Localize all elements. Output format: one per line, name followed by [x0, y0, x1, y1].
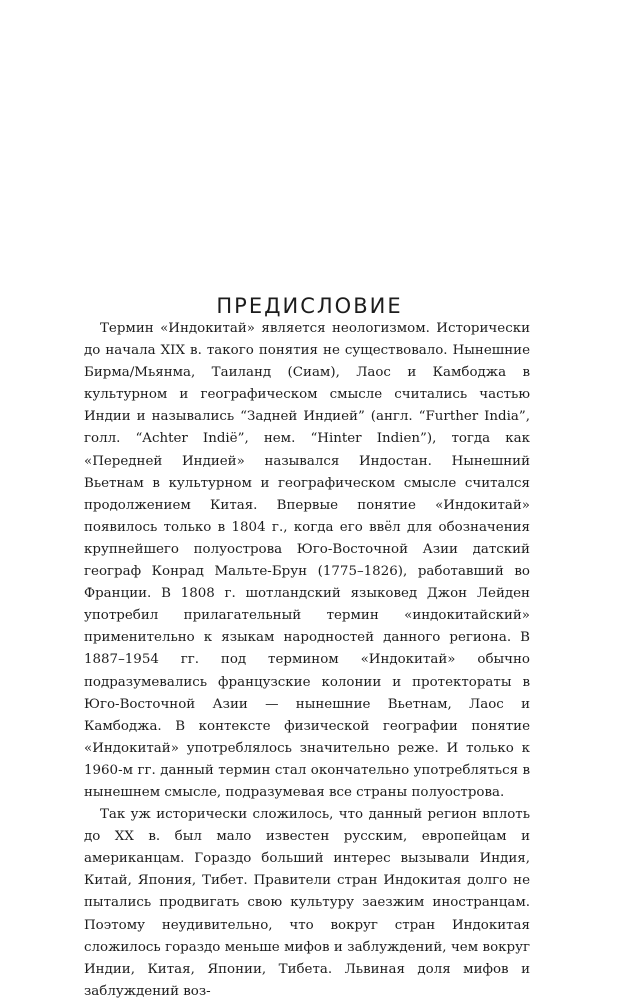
body-text — [84, 318, 530, 1003]
paragraph: Термин «Индокитай» является неологизмом. Исторически до начала XIX в. такого понятия не существовало. Нынешние Бирма/Мьянма, Таиланд (Сиам), Лаос и Камбоджа в культурном и географическом смысле считались частью Индии и назывались “Задней Индией” (англ. “Further India”, голл. “Achter Indië”, нем. “Hinter Indien”), тогда как «Передней Индией» назывался Индостан. Нынешний Вьетнам в культурном и географическом смысле считался продолжением Китая. Впервые понятие «Индокитай» появилось только в 1804 г., когда его ввёл для обозначения крупнейшего полуострова Юго-Восточной Азии датский географ Конрад Мальте-Брун (1775–1826), работавший во Франции. В 1808 г. шотландский языковед Джон Лейден употребил прилагательный термин «индокитайский» применительно к языкам народностей данного региона. В 1887–1954 гг. под термином «Индокитай» обычно подразумевались французские колонии и протектораты в Юго-Восточной Азии — нынешние Вьетнам, Лаос и Камбоджа. В контексте физической географии понятие «Индокитай» употреблялось значительно реже. И только к 1960-м гг. данный термин стал окончательно употребляться в нынешнем смысле, подразумевая все страны полуострова. — [84, 321, 530, 800]
paragraph: Так уж исторически сложилось, что данный регион вплоть до XX в. был мало известен русским, европейцам и американцам. Гораздо больший интерес вызывали Индия, Китай, Япония, Тибет. Правители стран Индокитая долго не пытались продвигать свою культуру заезжим иностранцам. Поэтому неудивительно, что вокруг стран Индокитая сложилось гораздо меньше мифов и заблуждений, чем вокруг Индии, Китая, Японии, Тибета. Львиная доля мифов и заблуждений воз- — [84, 807, 530, 999]
page-title: ПРЕДИСЛОВИЕ — [216, 294, 403, 319]
